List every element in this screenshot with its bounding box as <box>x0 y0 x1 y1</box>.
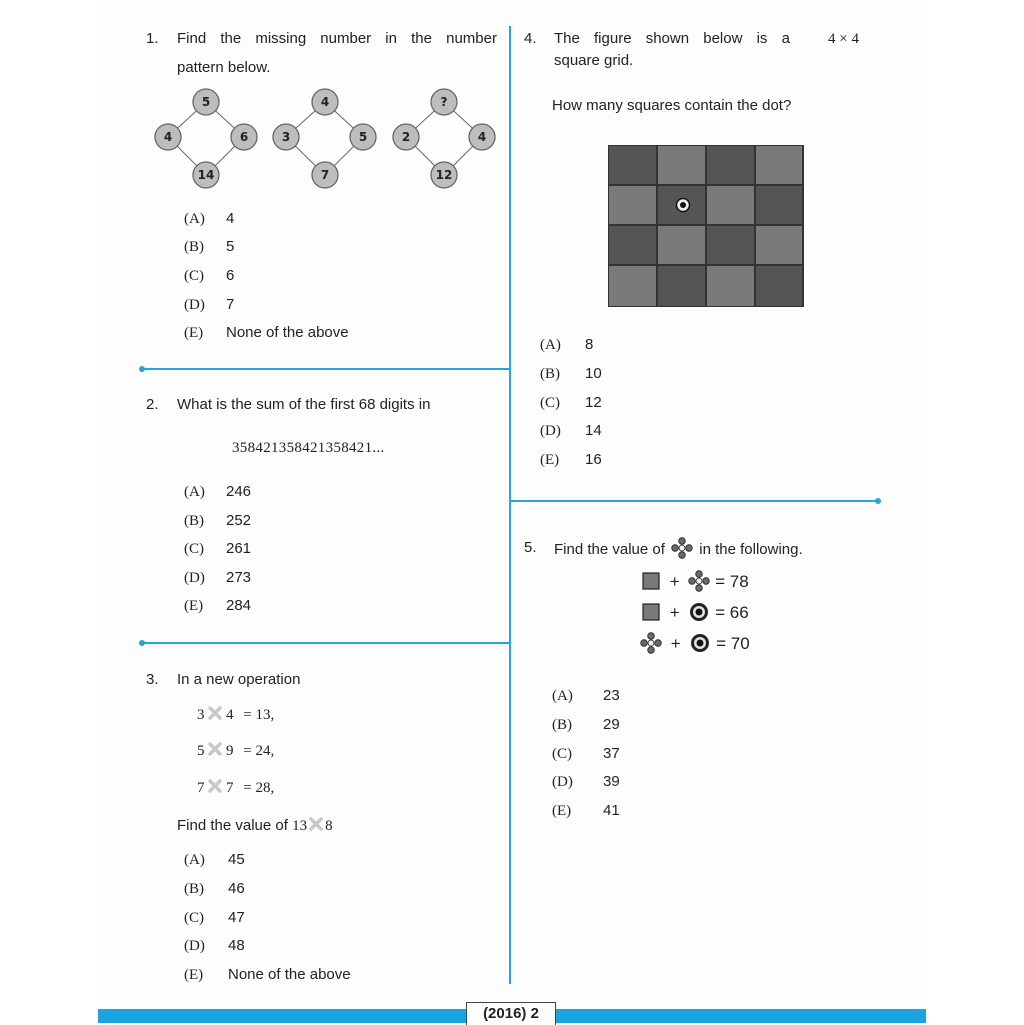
digit-sequence: 358421358421358421... <box>232 440 385 456</box>
option-letter: (A) <box>540 337 561 353</box>
option-letter: (B) <box>184 239 204 255</box>
plus-sign: + <box>669 603 680 622</box>
option-value: 41 <box>603 802 620 819</box>
option-value: 7 <box>226 296 235 313</box>
question-number: 1. <box>146 30 159 47</box>
option-c[interactable] <box>552 745 620 763</box>
node-bottom: 14 <box>197 168 215 182</box>
question-text: In a new operation <box>177 671 301 688</box>
option-e[interactable] <box>184 324 349 342</box>
equation-2 <box>641 601 749 623</box>
option-value: 14 <box>585 422 602 439</box>
option-value: 39 <box>603 773 620 790</box>
example-result: = 24, <box>243 743 275 759</box>
flower-icon <box>671 537 693 559</box>
option-value: 8 <box>585 336 594 353</box>
option-b[interactable] <box>184 512 251 530</box>
question-text: The figure shown below is a <box>554 30 790 47</box>
question-text: What is the sum of the first 68 digits in <box>177 396 431 413</box>
option-c[interactable] <box>184 909 245 927</box>
option-b[interactable] <box>552 716 620 734</box>
option-value: 246 <box>226 483 252 500</box>
option-letter: (C) <box>540 395 560 411</box>
divider-q1-q2 <box>142 368 510 370</box>
divider-dot <box>139 366 145 372</box>
option-letter: (A) <box>184 852 205 868</box>
custom-operator-icon <box>208 706 222 720</box>
page-number: (2016) 2 <box>466 1002 556 1025</box>
question-number: 2. <box>146 396 159 413</box>
operand-b: 9 <box>226 743 234 759</box>
option-letter: (B) <box>184 881 204 897</box>
node-top: 4 <box>320 95 330 109</box>
divider-dot <box>875 498 881 504</box>
question-text-line <box>554 537 803 561</box>
diamond-pattern-figure <box>140 82 510 192</box>
node-right: 6 <box>239 130 249 144</box>
option-letter: (D) <box>552 774 573 790</box>
operand-b: 7 <box>226 780 234 796</box>
option-letter: (E) <box>184 325 204 341</box>
option-e[interactable] <box>552 802 620 820</box>
equation-result: = 70 <box>716 634 750 653</box>
option-letter: (C) <box>184 268 204 284</box>
option-value: 23 <box>603 687 620 704</box>
option-letter: (D) <box>184 570 205 586</box>
option-d[interactable] <box>540 422 602 440</box>
option-value: 10 <box>585 365 602 382</box>
dot-icon <box>677 199 690 212</box>
option-c[interactable] <box>184 267 234 285</box>
diamond-3 <box>393 89 495 188</box>
option-d[interactable] <box>184 569 251 587</box>
option-letter: (E) <box>552 803 572 819</box>
square-grid-figure <box>607 144 805 308</box>
question-text: Find the missing number in the number <box>177 30 497 47</box>
option-d[interactable] <box>184 296 234 314</box>
diamond-2 <box>273 89 376 188</box>
option-letter: (E) <box>184 967 204 983</box>
operand-a: 13 <box>292 818 308 834</box>
option-b[interactable] <box>184 880 245 898</box>
node-top: ? <box>440 95 448 109</box>
prompt-text: Find the value of <box>177 817 288 834</box>
square-icon <box>641 571 661 591</box>
question-number: 5. <box>524 539 537 556</box>
example-result: = 13, <box>243 707 275 723</box>
node-right: 4 <box>477 130 487 144</box>
equation-result: = 66 <box>715 603 749 622</box>
option-a[interactable] <box>552 687 620 705</box>
option-letter: (A) <box>184 211 205 227</box>
option-b[interactable] <box>540 365 602 383</box>
divider-dot <box>139 640 145 646</box>
equation-3 <box>640 632 750 654</box>
question-prompt <box>177 815 333 837</box>
divider-q2-q3 <box>142 642 510 644</box>
node-left: 3 <box>281 130 291 144</box>
option-letter: (C) <box>184 910 204 926</box>
option-value: None of the above <box>228 966 351 983</box>
operand-b: 4 <box>226 707 234 723</box>
option-value: 29 <box>603 716 620 733</box>
option-value: 4 <box>226 210 235 227</box>
question-text: pattern below. <box>177 59 271 76</box>
option-letter: (A) <box>552 688 573 704</box>
option-value: 47 <box>228 909 245 926</box>
option-letter: (B) <box>540 366 560 382</box>
option-value: 252 <box>226 512 252 529</box>
option-value: 261 <box>226 540 252 557</box>
option-value: 16 <box>585 451 602 468</box>
option-value: 6 <box>226 267 235 284</box>
operand-a: 7 <box>197 780 205 796</box>
flower-icon <box>688 570 710 592</box>
operand-a: 5 <box>197 743 205 759</box>
example-row <box>197 742 274 760</box>
option-value: 12 <box>585 394 602 411</box>
equation-result: = 78 <box>715 572 749 591</box>
option-value: 46 <box>228 880 245 897</box>
example-row <box>197 779 274 797</box>
node-bottom: 12 <box>435 168 453 182</box>
question-text: square grid. <box>554 52 634 69</box>
option-letter: (C) <box>552 746 572 762</box>
node-right: 5 <box>358 130 368 144</box>
option-value: 37 <box>603 745 620 762</box>
option-letter: (B) <box>184 513 204 529</box>
option-c[interactable] <box>540 394 602 412</box>
node-top: 5 <box>201 95 211 109</box>
option-letter: (C) <box>184 541 204 557</box>
node-left: 2 <box>401 130 411 144</box>
option-letter: (E) <box>184 598 204 614</box>
plus-sign: + <box>669 572 680 591</box>
operand-a: 3 <box>197 707 205 723</box>
node-left: 4 <box>163 130 173 144</box>
question-number: 4. <box>524 30 537 47</box>
question-prompt: How many squares contain the dot? <box>552 97 792 114</box>
option-letter: (B) <box>552 717 572 733</box>
question-text: Find the value of <box>554 541 665 558</box>
option-c[interactable] <box>184 540 251 558</box>
option-value: None of the above <box>226 324 349 341</box>
question-text: in the following. <box>699 541 803 558</box>
custom-operator-icon <box>208 742 222 756</box>
option-value: 284 <box>226 597 252 614</box>
custom-operator-icon <box>208 779 222 793</box>
option-letter: (D) <box>184 297 205 313</box>
option-a[interactable] <box>540 336 593 354</box>
option-a[interactable] <box>184 483 251 501</box>
option-letter: (A) <box>184 484 205 500</box>
divider-q4-q5 <box>510 500 878 502</box>
option-e[interactable] <box>540 451 602 469</box>
target-circle-icon <box>688 601 710 623</box>
question-text-line <box>554 28 859 50</box>
option-letter: (D) <box>540 423 561 439</box>
equation-1 <box>641 570 749 592</box>
option-value: 45 <box>228 851 245 868</box>
option-e[interactable] <box>184 966 351 984</box>
option-b[interactable] <box>184 238 234 256</box>
option-value: 48 <box>228 937 245 954</box>
option-a[interactable] <box>184 851 245 869</box>
target-circle-icon <box>689 632 711 654</box>
question-number: 3. <box>146 671 159 688</box>
option-a[interactable] <box>184 210 234 228</box>
diamond-1 <box>155 89 257 188</box>
flower-icon <box>640 632 662 654</box>
square-icon <box>641 602 661 622</box>
option-letter: (D) <box>184 938 205 954</box>
option-d[interactable] <box>184 937 245 955</box>
node-bottom: 7 <box>320 168 330 182</box>
plus-sign: + <box>670 634 681 653</box>
option-value: 273 <box>226 569 252 586</box>
custom-operator-icon <box>309 817 323 831</box>
grid-size: 4 × 4 <box>828 31 859 47</box>
option-letter: (E) <box>540 452 560 468</box>
operand-b: 8 <box>325 818 333 834</box>
example-row <box>197 706 274 724</box>
option-e[interactable] <box>184 597 251 615</box>
option-d[interactable] <box>552 773 620 791</box>
example-result: = 28, <box>243 780 275 796</box>
option-value: 5 <box>226 238 235 255</box>
